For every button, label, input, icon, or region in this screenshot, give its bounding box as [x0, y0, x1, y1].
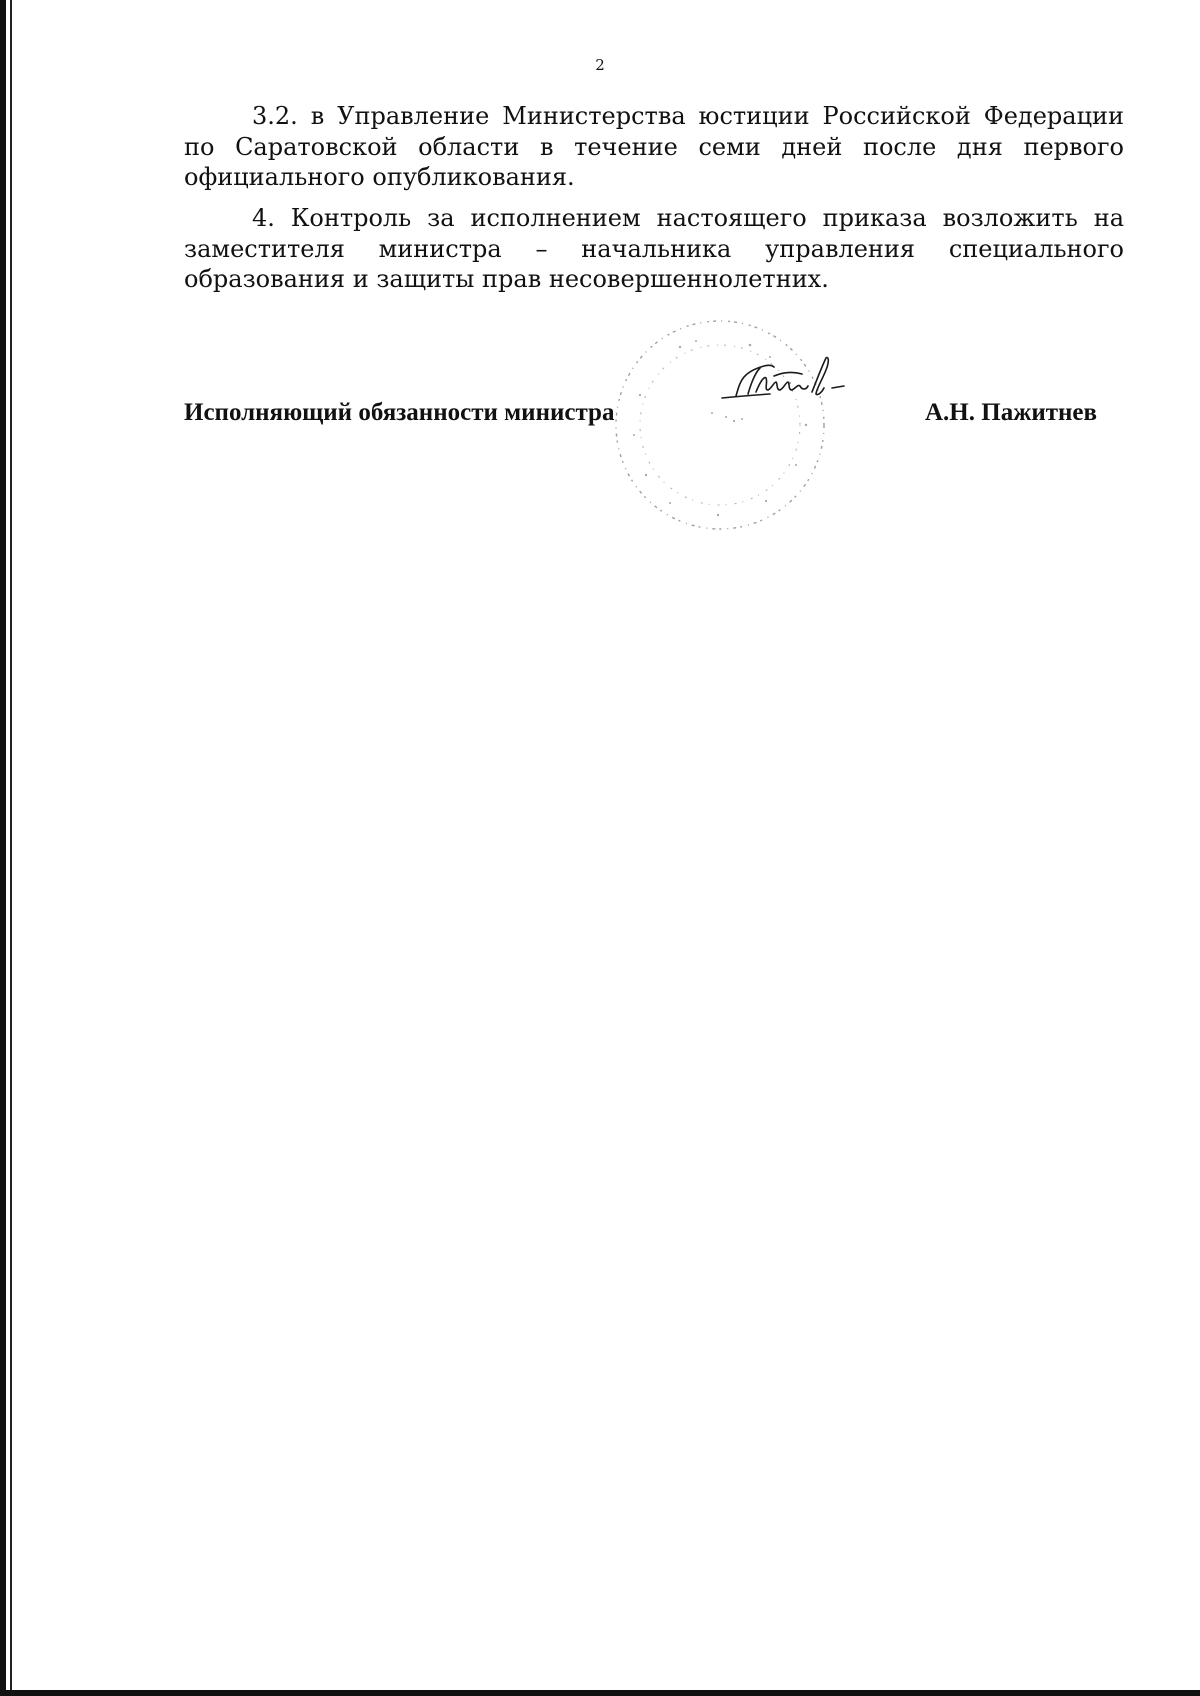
signatory-name: А.Н. Пажитнев	[925, 399, 1098, 426]
paragraph-4: 4. Контроль за исполнением настоящего приказа возложить на заместителя министра – начальника управления специального образования и защиты прав несовершеннолетних.	[184, 204, 1124, 293]
page-number: 2	[595, 56, 605, 74]
scan-border-bottom	[0, 1690, 1200, 1696]
handwritten-signature	[712, 352, 872, 432]
scan-border-left-inner	[10, 0, 12, 1693]
signatory-title: Исполняющий обязанности министра	[184, 399, 615, 426]
scan-border-left	[0, 0, 6, 1693]
paragraph-3-2: 3.2. в Управление Министерства юстиции Российской Федерации по Саратовской области в течение семи дней после дня первого официального опубликования.	[184, 102, 1124, 191]
